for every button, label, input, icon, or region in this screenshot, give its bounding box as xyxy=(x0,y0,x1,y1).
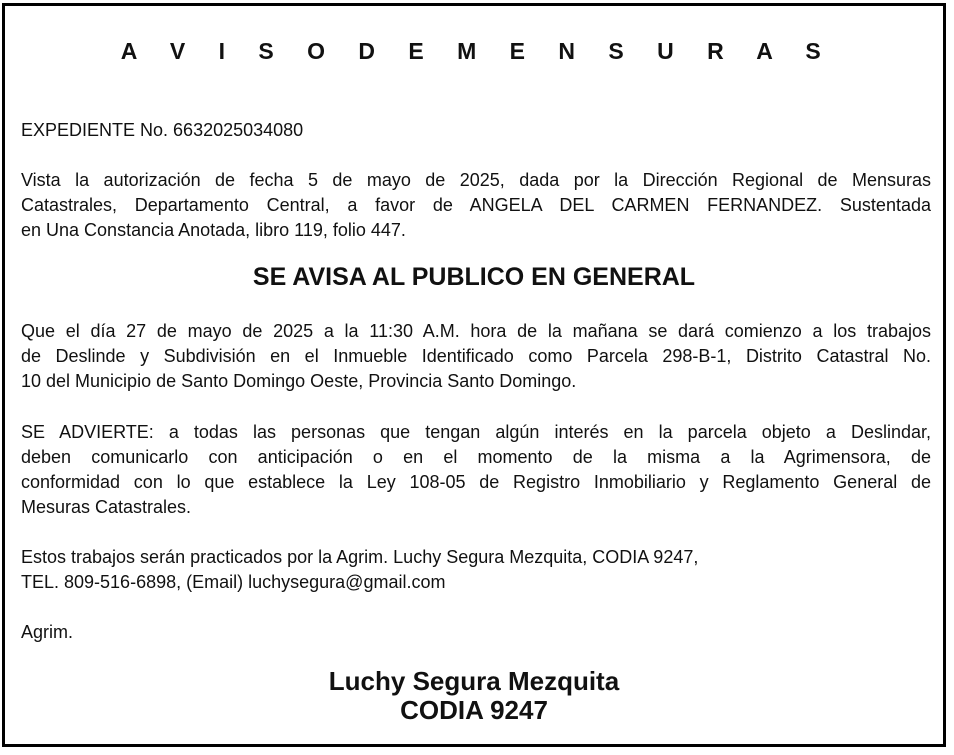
expediente-paragraph xyxy=(21,118,931,143)
announcement-line: 10 del Municipio de Santo Domingo Oeste, Provincia Santo Domingo. xyxy=(21,371,577,391)
authorization-line: Vista la autorización de fecha 5 de mayo de 2025, dada por la Dirección Regional de Mensuras xyxy=(21,170,931,190)
notice-title: A V I S O D E M E N S U R A S xyxy=(120,38,828,64)
authorization-paragraph xyxy=(21,168,931,243)
salutation-paragraph xyxy=(21,620,931,645)
warning-line: Mesuras Catastrales. xyxy=(21,497,192,517)
salutation-line: Agrim. xyxy=(21,622,74,642)
announcement-line: de Deslinde y Subdivisión en el Inmueble Identificado como Parcela 298-B-1, Distrito Catastral No. xyxy=(21,346,931,366)
signature-name: Luchy Segura Mezquita xyxy=(328,666,620,696)
warning-paragraph xyxy=(21,420,931,520)
announcement-line: Que el día 27 de mayo de 2025 a la 11:30 A.M. hora de la mañana se dará comienzo a los trabajos xyxy=(21,321,931,341)
signature-codia: CODIA 9247 xyxy=(400,695,548,725)
notice-frame xyxy=(2,3,946,747)
practitioner-line: TEL. 809-516-6898, (Email) luchysegura@gmail.com xyxy=(21,572,446,592)
expediente-line: EXPEDIENTE No. 6632025034080 xyxy=(21,120,304,140)
warning-line: deben comunicarlo con anticipación o en el momento de la misma a la Agrimensora, de xyxy=(21,447,931,467)
announcement-paragraph xyxy=(21,319,931,394)
authorization-line: en Una Constancia Anotada, libro 119, folio 447. xyxy=(21,220,406,240)
warning-line: SE ADVIERTE: a todas las personas que tengan algún interés en la parcela objeto a Deslindar, xyxy=(21,422,931,442)
authorization-line: Catastrales, Departamento Central, a favor de ANGELA DEL CARMEN FERNANDEZ. Sustentada xyxy=(21,195,931,215)
warning-line: conformidad con lo que establece la Ley 108-05 de Registro Inmobiliario y Reglamento General de xyxy=(21,472,931,492)
notice-subtitle: SE AVISA AL PUBLICO EN GENERAL xyxy=(252,263,696,291)
practitioner-line: Estos trabajos serán practicados por la Agrim. Luchy Segura Mezquita, CODIA 9247, xyxy=(21,547,699,567)
practitioner-paragraph xyxy=(21,545,931,595)
